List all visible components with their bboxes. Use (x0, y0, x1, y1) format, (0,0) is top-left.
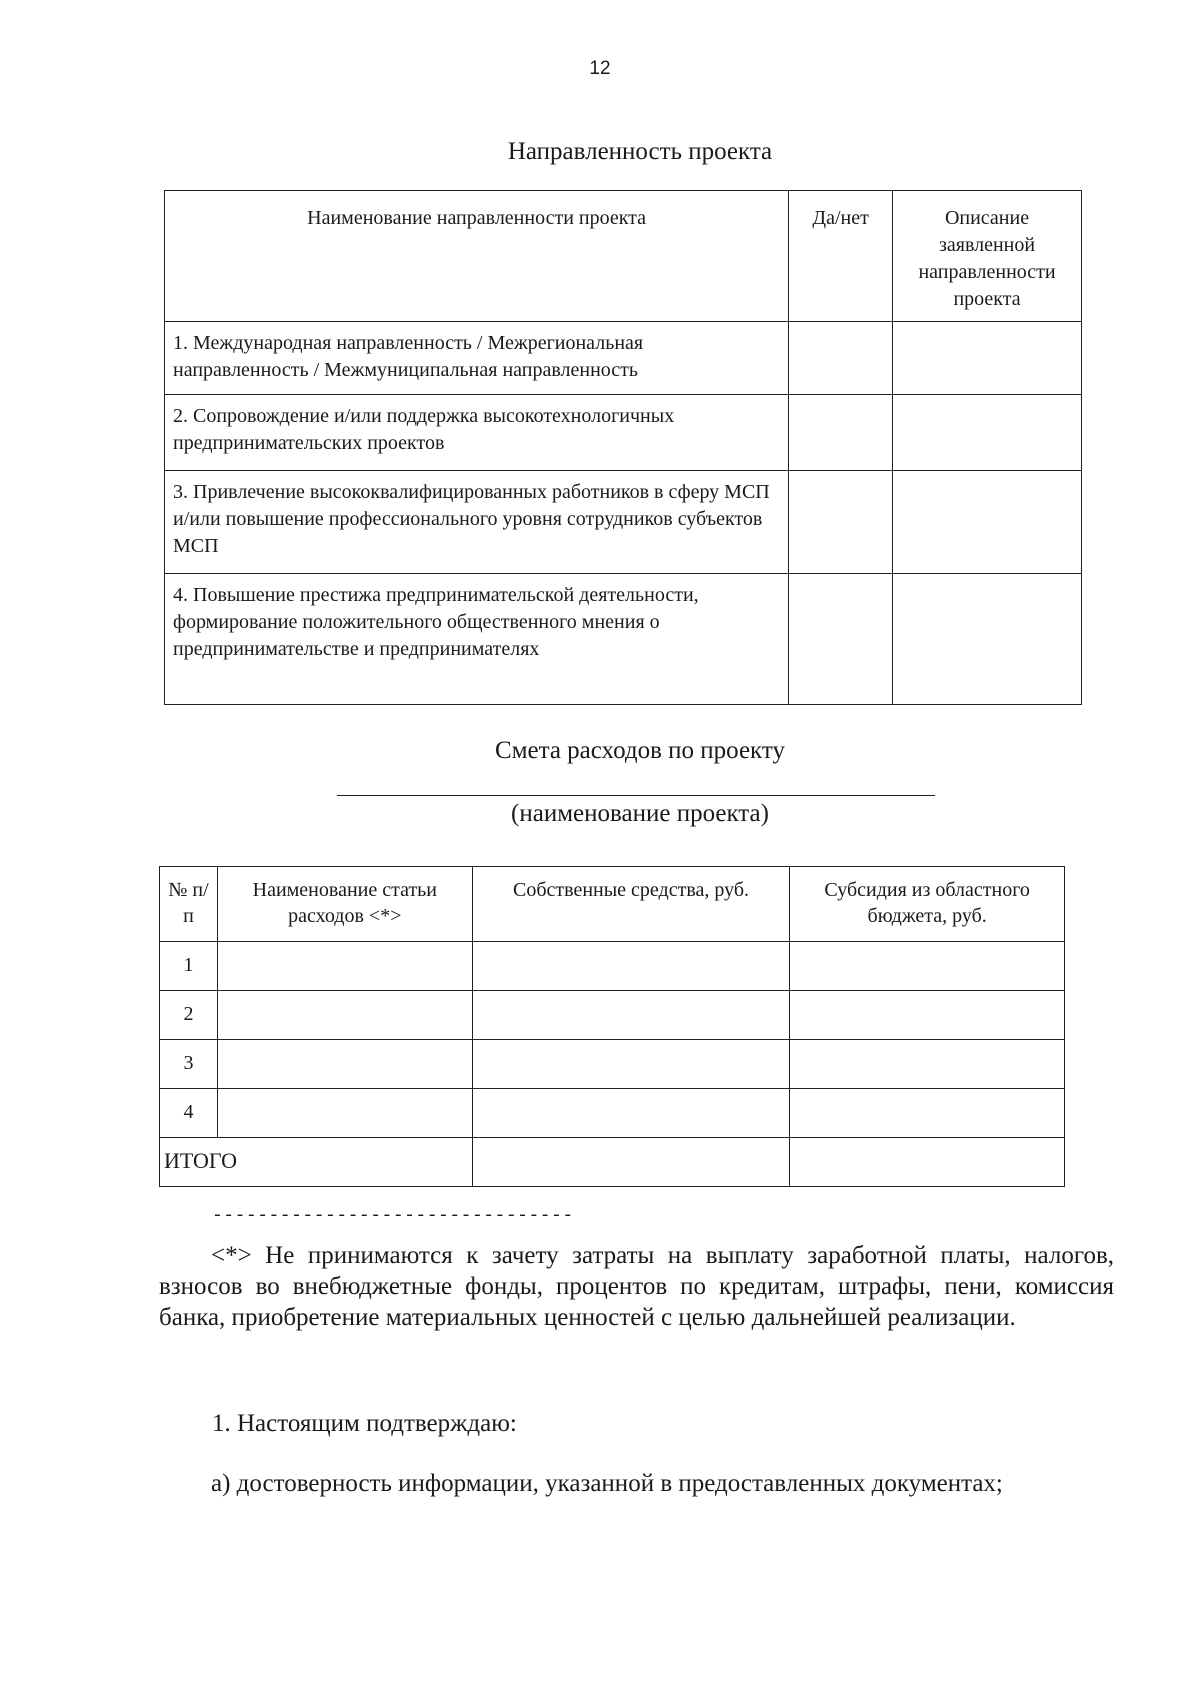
direction-item: 4. Повышение престижа предпринимательской деятельности, формирование положительного общественного мнения о предпринимательстве и предпринимателях (165, 574, 789, 705)
page-number: 12 (589, 58, 611, 79)
confirmation-item-a: а) достоверность информации, указанной в предоставленных документах; (211, 1470, 1003, 1497)
yes-no-cell[interactable] (789, 395, 893, 471)
yes-no-cell[interactable] (789, 322, 893, 395)
table-header-row (160, 867, 1065, 942)
project-name-line (337, 795, 935, 796)
row-number: 1 (160, 942, 218, 991)
expense-item-cell[interactable] (217, 1040, 472, 1089)
expense-item-cell[interactable] (217, 991, 472, 1040)
description-cell[interactable] (893, 322, 1082, 395)
direction-item: 3. Привлечение высококвалифицированных работников в сферу МСП и/или повышение профессионального уровня сотрудников субъектов МСП (165, 471, 789, 574)
table-header-row (165, 191, 1082, 322)
own-funds-cell[interactable] (472, 942, 790, 991)
row-number: 3 (160, 1040, 218, 1089)
description-cell[interactable] (893, 574, 1082, 705)
subsidy-total-cell[interactable] (790, 1138, 1065, 1187)
expense-item-cell[interactable] (217, 1089, 472, 1138)
header-number: № п/п (160, 867, 218, 942)
subsidy-cell[interactable] (790, 1040, 1065, 1089)
row-number: 4 (160, 1089, 218, 1138)
direction-item: 2. Сопровождение и/или поддержка высокотехнологичных предпринимательских проектов (165, 395, 789, 471)
table-row (165, 574, 1082, 705)
total-row (160, 1138, 1065, 1187)
header-direction-name: Наименование направленности проекта (165, 191, 789, 322)
description-cell[interactable] (893, 471, 1082, 574)
own-funds-total-cell[interactable] (472, 1138, 790, 1187)
table-row (160, 991, 1065, 1040)
table-row (160, 1089, 1065, 1138)
header-own-funds: Собственные средства, руб. (472, 867, 790, 942)
subsidy-cell[interactable] (790, 942, 1065, 991)
subsidy-cell[interactable] (790, 991, 1065, 1040)
row-number: 2 (160, 991, 218, 1040)
table-row (165, 471, 1082, 574)
header-expense-item: Наименование статьи расходов <*> (217, 867, 472, 942)
own-funds-cell[interactable] (472, 1040, 790, 1089)
table-row (165, 395, 1082, 471)
footnote-separator: -------------------------------- (212, 1206, 574, 1226)
direction-section-title: Направленность проекта (507, 138, 773, 165)
yes-no-cell[interactable] (789, 574, 893, 705)
header-subsidy: Субсидия из областного бюджета, руб. (790, 867, 1065, 942)
direction-item: 1. Международная направленность / Межрегиональная направленность / Межмуниципальная направленность (165, 322, 789, 395)
description-cell[interactable] (893, 395, 1082, 471)
yes-no-cell[interactable] (789, 471, 893, 574)
header-description: Описание заявленной направленности проекта (893, 191, 1082, 322)
direction-table (164, 190, 1082, 705)
estimate-section-title: Смета расходов по проекту (495, 737, 785, 764)
project-name-caption: (наименование проекта) (511, 800, 769, 827)
table-row (160, 942, 1065, 991)
table-row (160, 1040, 1065, 1089)
total-label: ИТОГО (160, 1138, 473, 1187)
header-yes-no: Да/нет (789, 191, 893, 322)
own-funds-cell[interactable] (472, 1089, 790, 1138)
table-row (165, 322, 1082, 395)
subsidy-cell[interactable] (790, 1089, 1065, 1138)
confirmation-heading: 1. Настоящим подтверждаю: (212, 1410, 517, 1437)
estimate-table (159, 866, 1065, 1187)
footnote-text: <*> Не принимаются к зачету затраты на выплату заработной платы, налогов, взносов во внебюджетные фонды, процентов по кредитам, штрафы, пени, комиссия банка, приобретение материальных ценностей с целью дальнейшей реализации. (159, 1242, 1114, 1331)
expense-item-cell[interactable] (217, 942, 472, 991)
own-funds-cell[interactable] (472, 991, 790, 1040)
